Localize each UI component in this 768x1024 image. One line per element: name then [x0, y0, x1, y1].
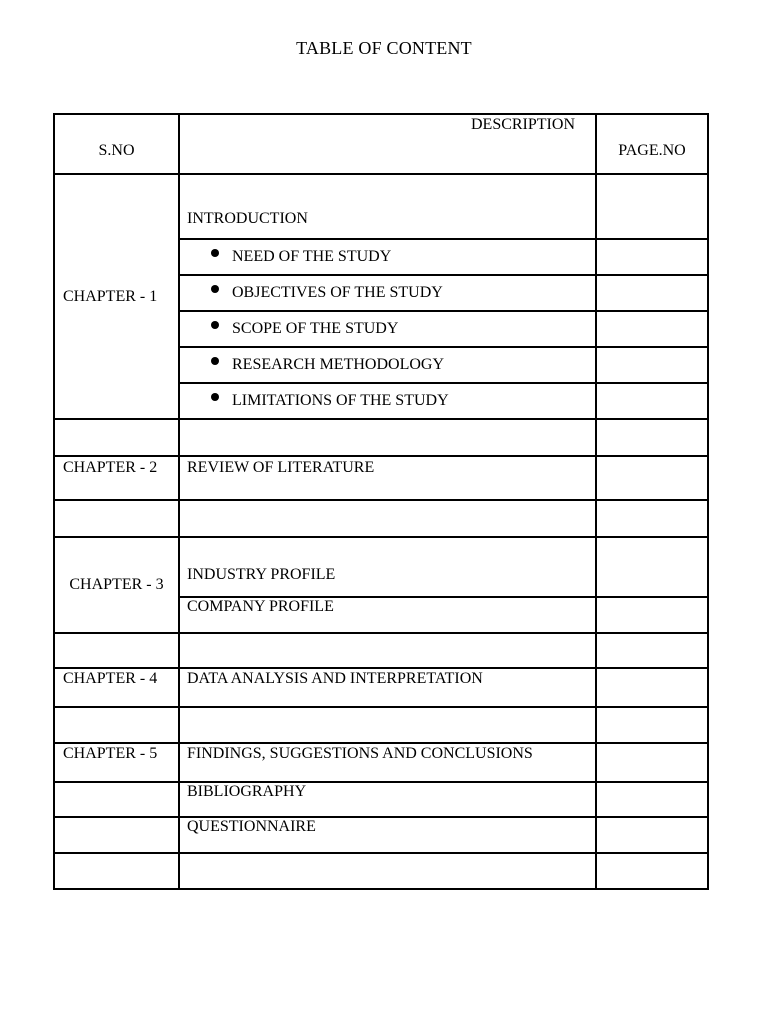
- page-cell: [596, 311, 708, 347]
- bullet-icon: [211, 357, 219, 365]
- bullet-item: SCOPE OF THE STUDY: [179, 311, 596, 347]
- page-cell: [596, 456, 708, 500]
- chapter-3-item: INDUSTRY PROFILE: [179, 537, 596, 597]
- questionnaire-item: QUESTIONNAIRE: [179, 817, 596, 853]
- table-row: [54, 419, 708, 456]
- table-row: [54, 853, 708, 889]
- page-cell: [596, 668, 708, 707]
- chapter-5-desc: FINDINGS, SUGGESTIONS AND CONCLUSIONS: [179, 743, 596, 782]
- chapter-2-desc: REVIEW OF LITERATURE: [179, 456, 596, 500]
- bullet-item: LIMITATIONS OF THE STUDY: [179, 383, 596, 419]
- table-row: [54, 537, 708, 597]
- page-cell: [596, 383, 708, 419]
- page-cell: [596, 817, 708, 853]
- page-cell: [596, 743, 708, 782]
- chapter-1-label: CHAPTER - 1: [54, 174, 179, 419]
- chapter-4-label: CHAPTER - 4: [54, 668, 179, 707]
- bullet-icon: [211, 393, 219, 401]
- table-row: [54, 817, 708, 853]
- bullet-icon: [211, 285, 219, 293]
- table-row: [54, 707, 708, 743]
- bullet-icon: [211, 249, 219, 257]
- table-row: [54, 633, 708, 668]
- page-title: TABLE OF CONTENT: [296, 38, 472, 58]
- header-description: DESCRIPTION: [179, 114, 596, 174]
- page-cell: [596, 347, 708, 383]
- bullet-item: RESEARCH METHODOLOGY: [179, 347, 596, 383]
- header-page-no: PAGE.NO: [596, 114, 708, 174]
- bibliography-item: BIBLIOGRAPHY: [179, 782, 596, 817]
- table-header-row: [54, 114, 708, 174]
- page-cell: [596, 782, 708, 817]
- table-row: [54, 743, 708, 782]
- chapter-2-label: CHAPTER - 2: [54, 456, 179, 500]
- page-cell: [596, 537, 708, 597]
- table-row: [54, 782, 708, 817]
- table-row: [54, 456, 708, 500]
- chapter-3-item: COMPANY PROFILE: [179, 597, 596, 633]
- chapter-1-heading: INTRODUCTION: [179, 174, 596, 239]
- table-row: [54, 174, 708, 239]
- bullet-item: NEED OF THE STUDY: [179, 239, 596, 275]
- page-cell: [596, 174, 708, 239]
- table-row: [54, 500, 708, 537]
- bullet-item: OBJECTIVES OF THE STUDY: [179, 275, 596, 311]
- page-cell: [596, 597, 708, 633]
- toc-table: [53, 113, 709, 890]
- chapter-5-label: CHAPTER - 5: [54, 743, 179, 782]
- bullet-icon: [211, 321, 219, 329]
- chapter-4-desc: DATA ANALYSIS AND INTERPRETATION: [179, 668, 596, 707]
- page-cell: [596, 239, 708, 275]
- header-sno: S.NO: [54, 114, 179, 174]
- page-cell: [596, 275, 708, 311]
- chapter-3-label: CHAPTER - 3: [54, 537, 179, 633]
- table-row: [54, 668, 708, 707]
